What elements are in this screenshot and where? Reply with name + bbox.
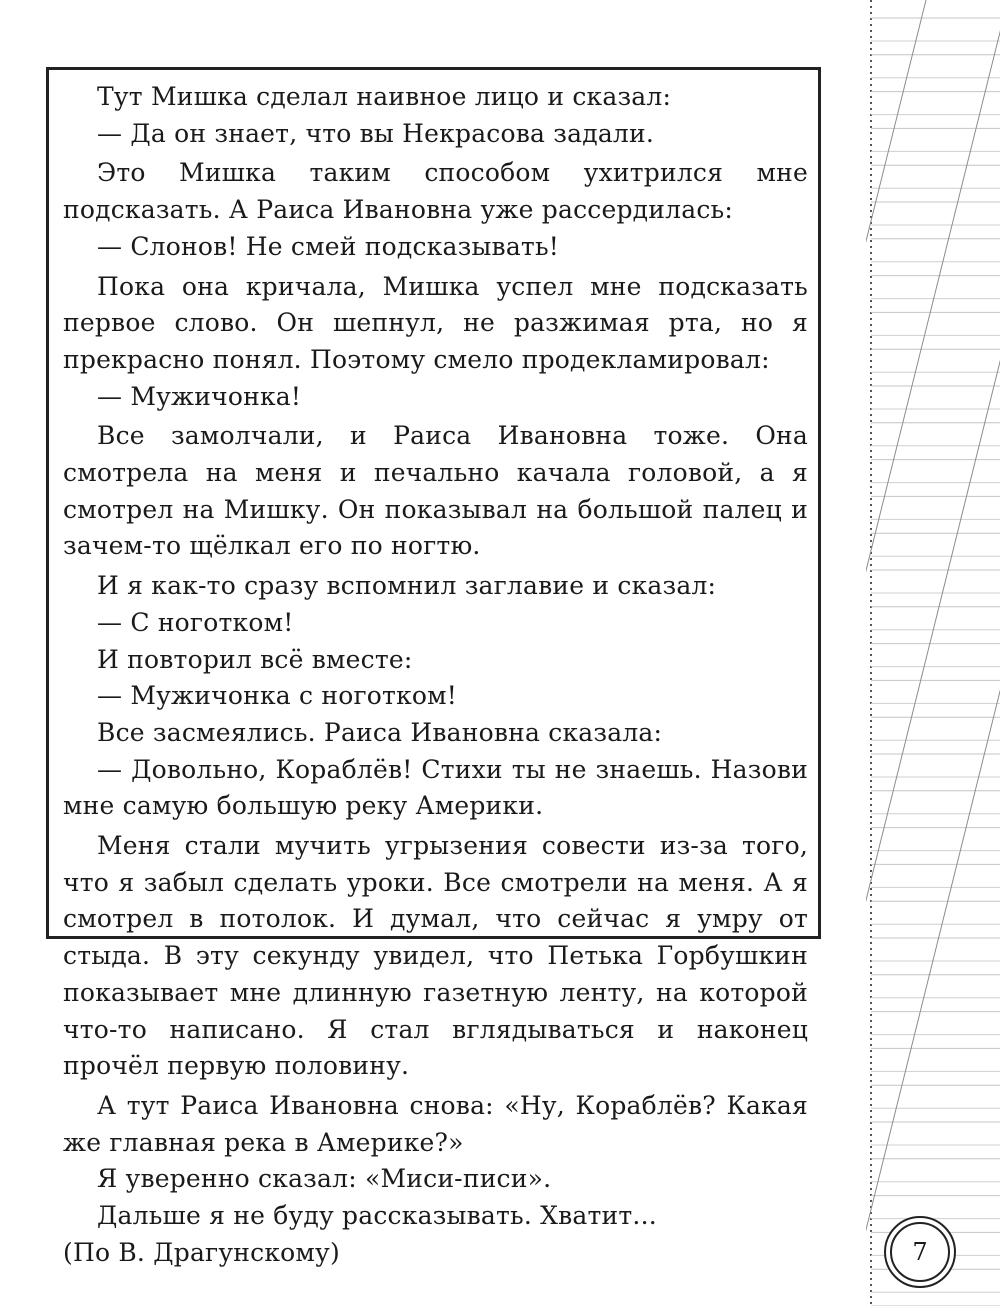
paragraph: — Довольно, Кораблёв! Стихи ты не знаешь. Назови мне самую большую реку Америки. [63, 754, 808, 821]
story-text [63, 79, 808, 1272]
paragraph: И я как-то сразу вспомнил заглавие и сказал: [97, 571, 717, 601]
paragraph: И повторил всё вместе: [97, 644, 413, 674]
slant-line [866, 0, 1000, 1306]
paragraph: Все замолчали, и Раиса Ивановна тоже. Она смотрела на меня и печально качала головой, а я смотрел на Мишку. Он показывал на большой палец и зачем-то щёлкал его по ногтю. [63, 421, 808, 561]
paragraph: — С ноготком! [97, 607, 294, 637]
paragraph: — Слонов! Не смей подсказывать! [97, 231, 560, 261]
paragraph: Меня стали мучить угрызения совести из-за того, что я забыл сделать уроки. Все смотрели на меня. А я смотрел в потолок. И думал, что сейчас я умру от стыда. В эту секунду увидел, что Петька Горбушкин показывает мне длинную газетную ленту, на которой что-то написано. Я стал вглядываться и наконец прочёл первую половину. [63, 831, 808, 1081]
page-number-badge [884, 1216, 956, 1288]
paragraph: Я уверенно сказал: «Миси-писи». [97, 1164, 552, 1194]
paragraph: — Мужичонка с ноготком! [97, 681, 458, 711]
paragraph: Пока она кричала, Мишка успел мне подсказать первое слово. Он шепнул, не разжимая рта, но я прекрасно понял. Поэтому смело продекламировал: [63, 271, 808, 374]
copybook-lines [866, 0, 1000, 1306]
paragraph: Это Мишка таким способом ухитрился мне подсказать. А Раиса Ивановна уже рассердилась: [63, 158, 808, 225]
attribution: (По В. Драгунскому) [63, 1237, 340, 1267]
paragraph: А тут Раиса Ивановна снова: «Ну, Кораблёв? Какая же главная река в Америке?» [63, 1090, 808, 1157]
paragraph: Тут Мишка сделал наивное лицо и сказал: [97, 82, 672, 111]
slant-line [866, 0, 1000, 1306]
paragraph: Все засмеялись. Раиса Ивановна сказала: [97, 717, 663, 747]
paragraph: — Да он знает, что вы Некрасова задали. [97, 118, 655, 148]
text-box [46, 67, 821, 1267]
page-number: 7 [890, 1222, 950, 1282]
paragraph: — Мужичонка! [97, 381, 302, 411]
slant-line [866, 0, 1000, 1306]
paragraph: Дальше я не буду рассказывать. Хватит... [97, 1201, 657, 1231]
